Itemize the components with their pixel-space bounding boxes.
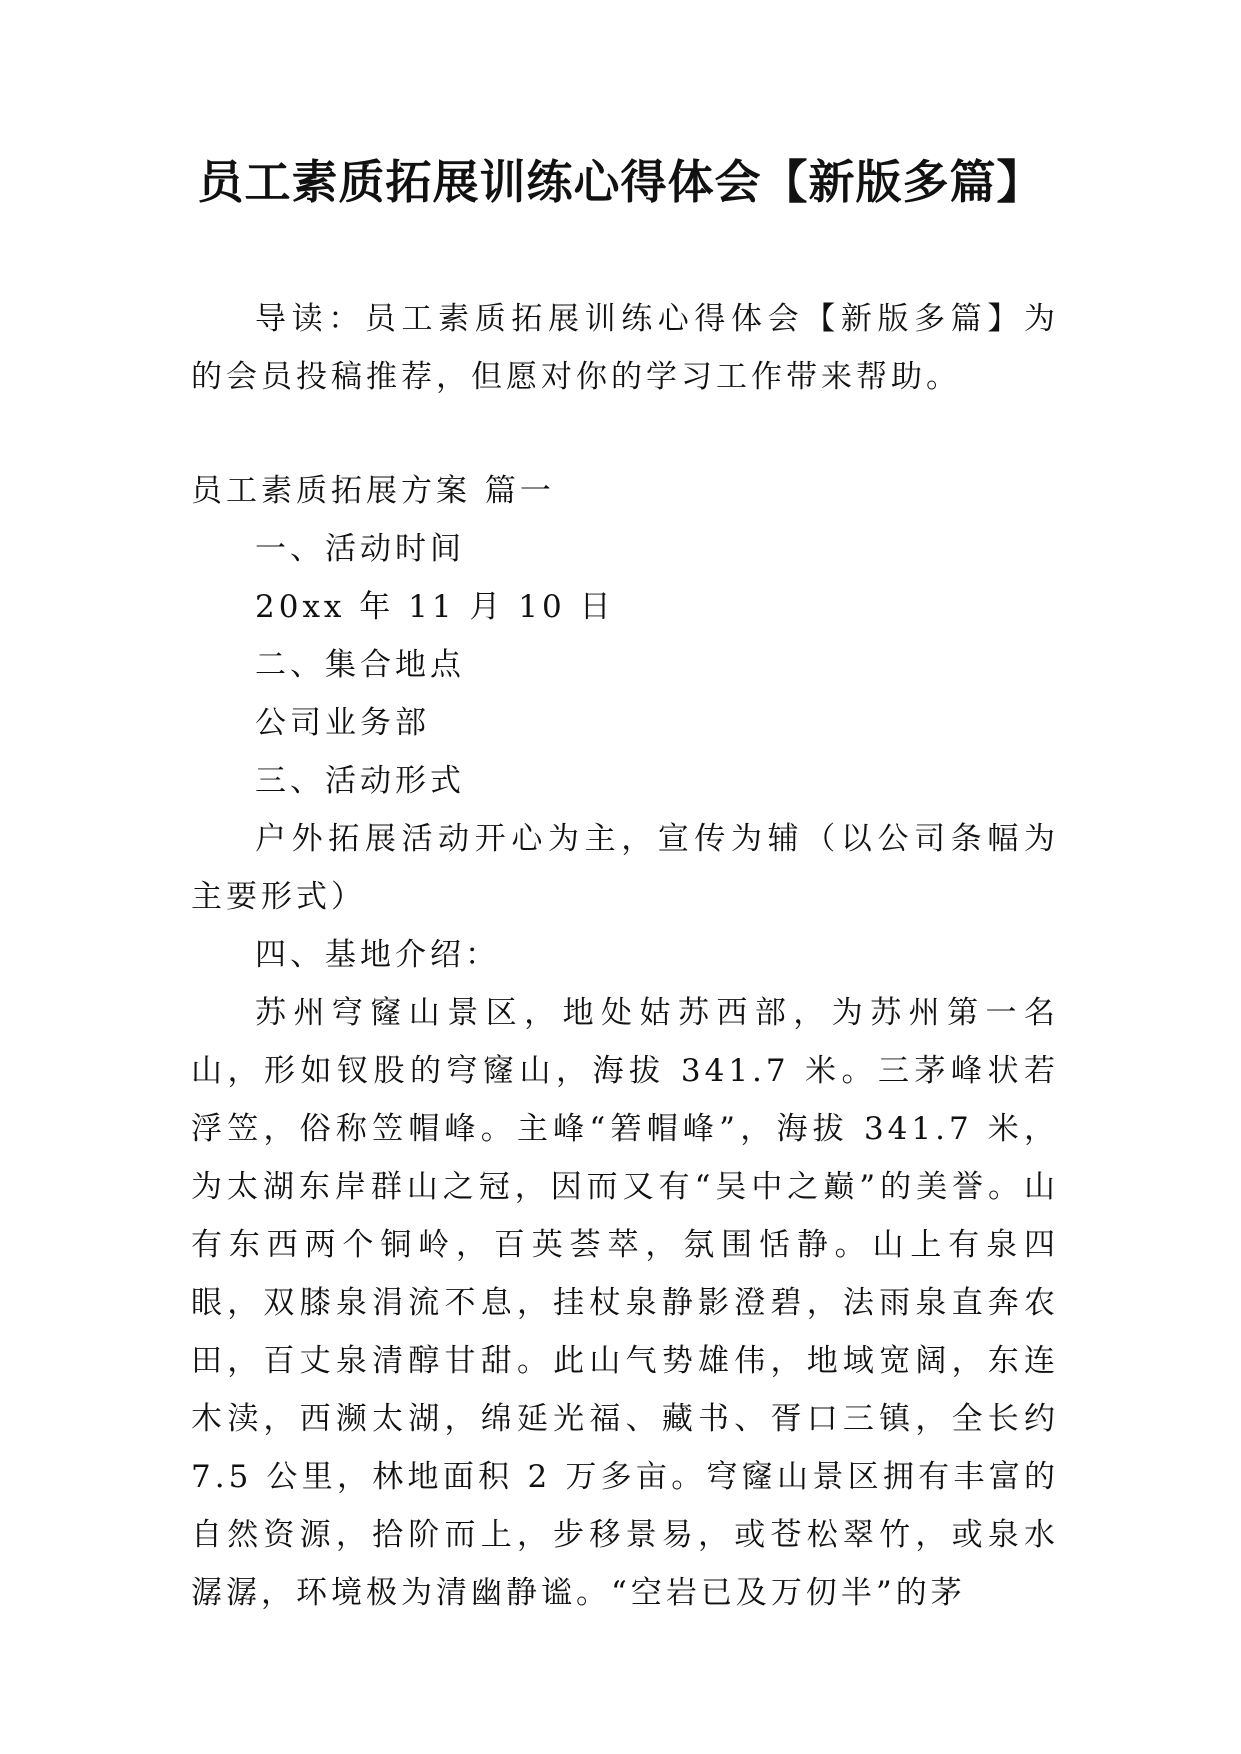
document-title: 员工素质拓展训练心得体会【新版多篇】 xyxy=(197,155,1044,209)
base-intro-paragraph: 苏州穹窿山景区，地处姑苏西部，为苏州第一名山，形如钗股的穹窿山，海拔 341.7 米。三茅峰状若浮笠，俗称笠帽峰。主峰“箬帽峰”，海拔 341.7 米，为太湖东岸群山之冠，因而又有“吴中之巅”的美誉。山有东西两个铜岭，百英荟萃，氛围恬静。山上有泉四眼，双膝泉涓流不息，挂杖泉静影澄碧，法雨泉直奔农田，百丈泉清醇甘甜。此山气势雄伟，地域宽阔，东连木渎，西濒太湖，绵延光福、藏书、胥口三镇，全长约 7.5 公里，林地面积 2 万多亩。穹窿山景区拥有丰富的自然资源，拾阶而上，步移景易，或苍松翠竹，或泉水潺潺，环境极为清幽静谧。“空岩已及万仞半”的茅 xyxy=(191,995,1059,1611)
section-heading: 员工素质拓展方案 篇一 xyxy=(191,473,555,509)
meeting-place: 公司业务部 xyxy=(255,705,430,741)
heading-base-intro: 四、基地介绍： xyxy=(255,937,500,973)
section-content xyxy=(191,520,1059,1622)
heading-activity-time: 一、活动时间 xyxy=(255,531,465,567)
activity-form: 户外拓展活动开心为主，宣传为辅（以公司条幅为主要形式） xyxy=(191,821,1059,915)
heading-activity-form: 三、活动形式 xyxy=(255,763,465,799)
intro-paragraph: 导读：员工素质拓展训练心得体会【新版多篇】为的会员投稿推荐，但愿对你的学习工作带来帮助。 xyxy=(191,301,1059,395)
activity-date: 20xx 年 11 月 10 日 xyxy=(255,589,615,625)
heading-meeting-place: 二、集合地点 xyxy=(255,647,465,683)
